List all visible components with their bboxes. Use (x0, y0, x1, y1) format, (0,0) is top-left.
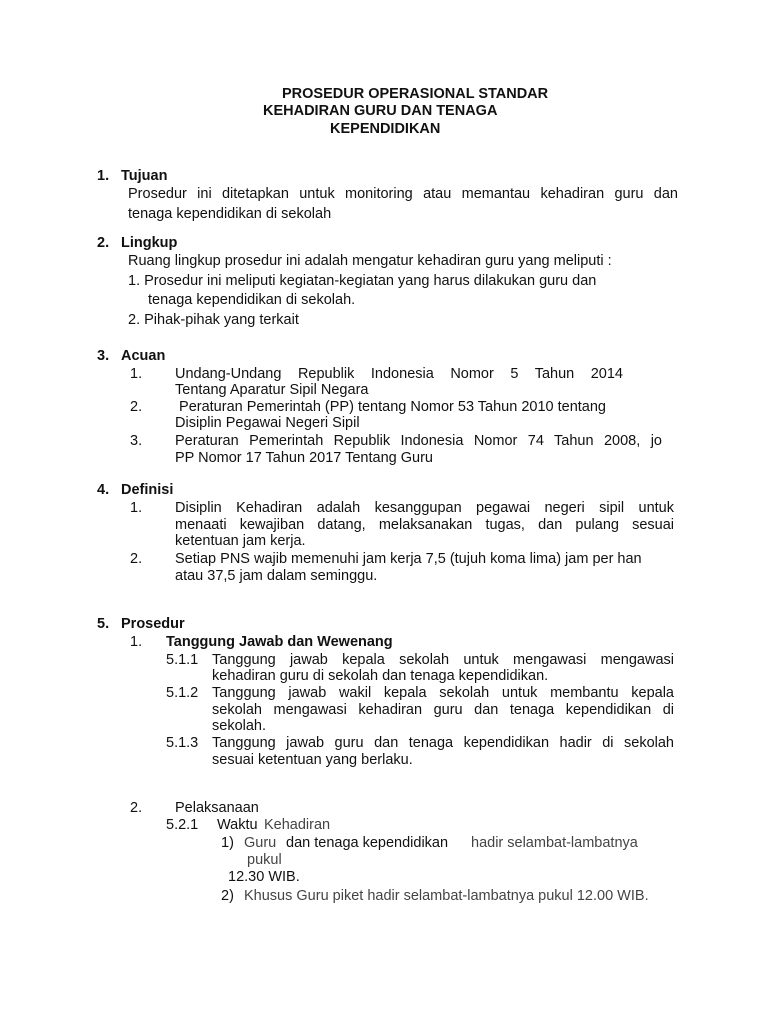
section-2-intro: Ruang lingkup prosedur ini adalah mengatur kehadiran guru yang meliputi : (128, 253, 612, 269)
section-5-number: 5. (97, 616, 110, 632)
item-5-2-1-heading-a: Waktu (217, 817, 258, 833)
point-2-number: 2) (221, 888, 234, 904)
definisi-1-line-a: Disiplin Kehadiran adalah kesanggupan pegawai negeri sipil untuk (175, 500, 674, 516)
prosedur-sub-1-heading: Tanggung Jawab dan Wewenang (166, 634, 393, 650)
definisi-1-line-b: menaati kewajiban datang, melaksanakan tugas, dan pulang sesuai (175, 517, 674, 533)
acuan-3-line-b: PP Nomor 17 Tahun 2017 Tentang Guru (175, 450, 433, 466)
section-2-number: 2. (97, 235, 110, 251)
point-1-text-e: 12.30 WIB. (228, 869, 300, 885)
section-2-item-1a: 1. Prosedur ini meliputi kegiatan-kegiatan yang harus dilakukan guru dan (128, 273, 597, 289)
item-5-1-1-line-b: kehadiran guru di sekolah dan tenaga kependidikan. (212, 668, 549, 684)
point-1-text-c: hadir selambat-lambatnya (471, 835, 638, 851)
title-line-3: KEPENDIDIKAN (330, 121, 441, 137)
item-5-1-3-number: 5.1.3 (166, 735, 199, 751)
acuan-1-line-a: Undang-Undang Republik Indonesia Nomor 5 Tahun 2014 (175, 366, 623, 382)
item-5-1-1-line-a: Tanggung jawab kepala sekolah untuk mengawasi mengawasi (212, 652, 674, 668)
item-5-1-2-line-a: Tanggung jawab wakil kepala sekolah untuk membantu kepala (212, 685, 674, 701)
point-1-text-b: dan tenaga kependidikan (286, 835, 449, 851)
acuan-2-line-a: Peraturan Pemerintah (PP) tentang Nomor 53 Tahun 2010 tentang (175, 399, 606, 415)
definisi-2-number: 2. (130, 551, 143, 567)
section-5-heading: Prosedur (121, 616, 185, 632)
section-1-number: 1. (97, 168, 110, 184)
item-5-1-2-line-c: sekolah. (212, 718, 267, 734)
prosedur-sub-1-number: 1. (130, 634, 143, 650)
section-3-number: 3. (97, 348, 110, 364)
section-3-heading: Acuan (121, 348, 166, 364)
definisi-1-number: 1. (130, 500, 143, 516)
section-2-item-1b: tenaga kependidikan di sekolah. (148, 292, 356, 308)
definisi-2-line-a: Setiap PNS wajib memenuhi jam kerja 7,5 (tujuh koma lima) jam per han (175, 551, 642, 567)
item-5-1-2-line-b: sekolah mengawasi kehadiran guru dan tenaga kependidikan di (212, 702, 674, 718)
acuan-1-line-b: Tentang Aparatur Sipil Negara (175, 382, 369, 398)
item-5-1-3-line-b: sesuai ketentuan yang berlaku. (212, 752, 413, 768)
title-line-2: KEHADIRAN GURU DAN TENAGA (263, 103, 498, 119)
title-line-1: PROSEDUR OPERASIONAL STANDAR (282, 86, 549, 102)
prosedur-sub-2-number: 2. (130, 800, 143, 816)
prosedur-sub-2-heading: Pelaksanaan (175, 800, 259, 816)
acuan-1-number: 1. (130, 366, 143, 382)
item-5-1-3-line-a: Tanggung jawab guru dan tenaga kependidikan hadir di sekolah (212, 735, 674, 751)
point-2-text: Khusus Guru piket hadir selambat-lambatnya pukul 12.00 WIB. (244, 888, 649, 904)
item-5-2-1-heading-b: Kehadiran (264, 817, 331, 833)
point-1-text-a: Guru (244, 835, 277, 851)
section-2-item-2: 2. Pihak-pihak yang terkait (128, 312, 299, 328)
item-5-2-1-number: 5.2.1 (166, 817, 199, 833)
definisi-1-line-c: ketentuan jam kerja. (175, 533, 306, 549)
section-2-heading: Lingkup (121, 235, 178, 251)
point-1-number: 1) (221, 835, 234, 851)
definisi-2-line-b: atau 37,5 jam dalam seminggu. (175, 568, 378, 584)
section-1-text-1: Prosedur ini ditetapkan untuk monitoring atau memantau kehadiran guru dan (128, 186, 678, 202)
item-5-1-1-number: 5.1.1 (166, 652, 199, 668)
section-4-number: 4. (97, 482, 110, 498)
item-5-1-2-number: 5.1.2 (166, 685, 199, 701)
section-4-heading: Definisi (121, 482, 174, 498)
acuan-3-line-a: Peraturan Pemerintah Republik Indonesia Nomor 74 Tahun 2008, jo (175, 433, 662, 449)
acuan-3-number: 3. (130, 433, 143, 449)
acuan-2-number: 2. (130, 399, 143, 415)
acuan-2-line-b: Disiplin Pegawai Negeri Sipil (175, 415, 360, 431)
section-1-heading: Tujuan (121, 168, 168, 184)
point-1-text-d: pukul (247, 852, 282, 868)
section-1-text-2: tenaga kependidikan di sekolah (128, 206, 332, 222)
